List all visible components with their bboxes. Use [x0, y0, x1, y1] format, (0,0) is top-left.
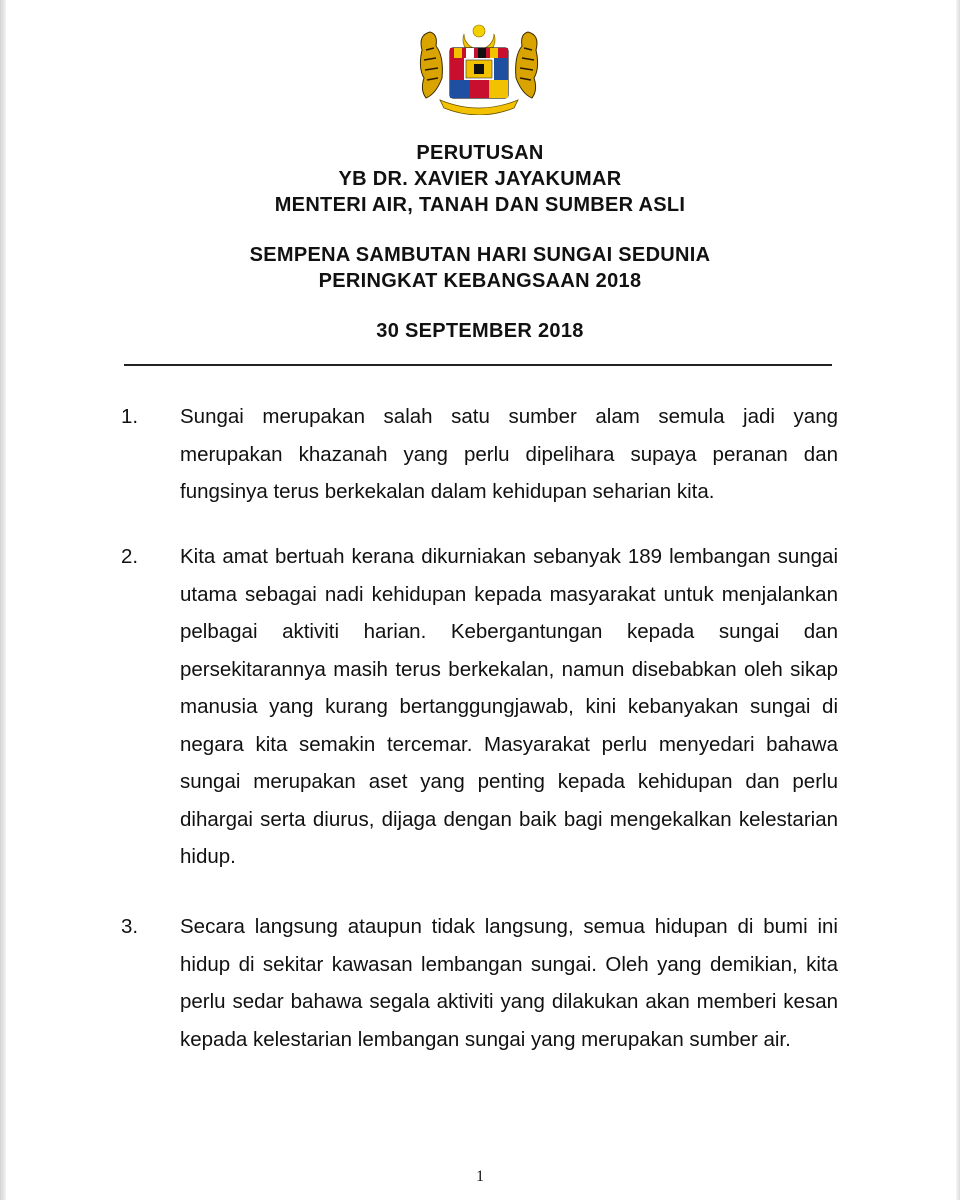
title-block [0, 140, 960, 218]
event-block [0, 242, 960, 294]
event-level: PERINGKAT KEBANGSAAN 2018 [318, 270, 642, 292]
page-number: 1 [476, 1168, 484, 1185]
event-title: SEMPENA SAMBUTAN HARI SUNGAI SEDUNIA [249, 244, 711, 266]
title-perutusan: PERUTUSAN [416, 142, 544, 164]
paragraph-text: Sungai merupakan salah satu sumber alam semula jadi yang merupakan khazanah yang perlu dipelihara supaya peranan dan fungsinya terus berkekalan dalam kehidupan seharian kita. [180, 405, 838, 503]
paragraph-number: 2. [121, 545, 139, 568]
speech-date: 30 SEPTEMBER 2018 [376, 320, 584, 342]
minister-name: YB DR. XAVIER JAYAKUMAR [338, 168, 622, 190]
paragraph-number: 3. [121, 915, 139, 938]
date-block [0, 318, 960, 344]
paragraph-text: Kita amat bertuah kerana dikurniakan sebanyak 189 lembangan sungai utama sebagai nadi kehidupan kepada masyarakat untuk menjalankan pelbagai aktiviti harian. Kebergantungan kepada sungai dan persekitarannya masih terus berkekalan, namun disebabkan oleh sikap manusia yang kurang bertanggungjawab, kini kebanyakan sungai di negara kita semakin tercemar. Masyarakat perlu menyedari bahawa sungai merupakan aset yang penting kepada kehidupan dan perlu dihargai serta diurus, dijaga dengan baik bagi mengekalkan kelestarian hidup. [180, 545, 838, 868]
paragraph-number: 1. [121, 405, 139, 428]
minister-title: MENTERI AIR, TANAH DAN SUMBER ASLI [274, 194, 686, 216]
coat-of-arms-icon [414, 20, 544, 115]
paragraph-text: Secara langsung ataupun tidak langsung, semua hidupan di bumi ini hidup di sekitar kawasan lembangan sungai. Oleh yang demikian, kita perlu sedar bahawa segala aktiviti yang dilakukan akan memberi kesan kepada kelestarian lembangan sungai yang merupakan sumber air. [180, 915, 838, 1051]
header-divider [124, 364, 832, 366]
